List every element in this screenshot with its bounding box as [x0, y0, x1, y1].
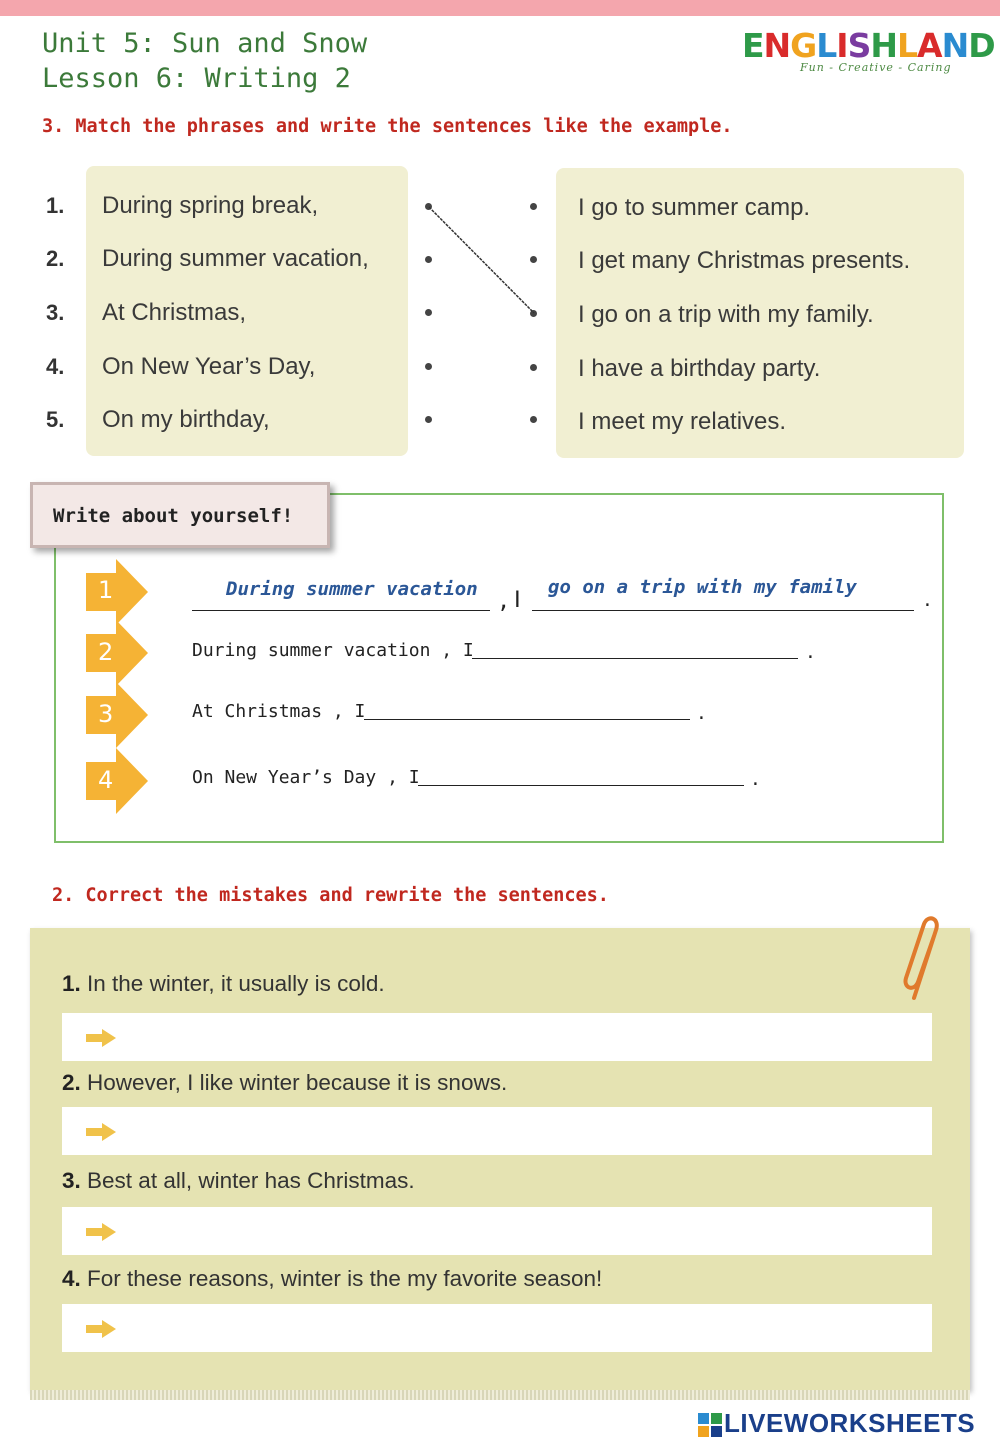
- write-label-text: Write about yourself!: [53, 505, 294, 527]
- logo-letter: L: [896, 26, 918, 65]
- number-arrow: [86, 748, 148, 814]
- sentence-prefix: During summer vacation , I: [192, 640, 474, 661]
- correct-sentence: 2. However, I like winter because it is snows.: [62, 1070, 508, 1095]
- logo-letter: N: [941, 26, 969, 65]
- arrow-number: 2: [98, 638, 114, 666]
- answer-blank[interactable]: [418, 785, 744, 786]
- answer-input-2[interactable]: go on a trip with my family: [548, 576, 857, 598]
- write-label: [30, 482, 330, 548]
- arrow-number: 4: [98, 766, 114, 794]
- rewrite-input[interactable]: [62, 1207, 932, 1255]
- liveworksheets-logo-icon: [698, 1413, 722, 1437]
- right-phrase: I get many Christmas presents.: [578, 247, 911, 274]
- left-number: 1.: [46, 193, 65, 218]
- number-arrow: [86, 559, 148, 625]
- right-phrase: I have a birthday party.: [578, 355, 821, 382]
- answer-line: [192, 610, 490, 611]
- correct-sentence: 3. Best at all, winter has Christmas.: [62, 1168, 415, 1193]
- sentence-prefix: On New Year’s Day , I: [192, 767, 420, 788]
- period: .: [922, 590, 933, 611]
- rewrite-input[interactable]: [62, 1013, 932, 1061]
- answer-blank[interactable]: [472, 658, 798, 659]
- arrow-pointer-icon: [86, 1223, 116, 1241]
- unit-title: Unit 5: Sun and Snow: [42, 28, 368, 59]
- right-phrase: I go on a trip with my family.: [578, 301, 874, 328]
- pronoun-i: I: [514, 586, 521, 613]
- lesson-title: Lesson 6: Writing 2: [42, 63, 351, 94]
- logo-letter: D: [968, 26, 995, 65]
- correct-sentence: 1. In the winter, it usually is cold.: [62, 971, 385, 996]
- correct-sentence: 4. For these reasons, winter is the my favorite season!: [62, 1266, 603, 1291]
- left-phrase: On New Year’s Day,: [102, 353, 316, 380]
- logo-letter: A: [917, 26, 942, 65]
- left-phrase: During summer vacation,: [102, 245, 369, 272]
- logo-letter: H: [870, 26, 897, 65]
- logo-letter: I: [836, 26, 848, 65]
- rewrite-input[interactable]: [62, 1304, 932, 1352]
- arrow-pointer-icon: [86, 1029, 116, 1047]
- answer-line: [532, 610, 914, 611]
- comma: ,: [497, 589, 511, 614]
- left-number: 3.: [46, 300, 65, 325]
- left-number: 5.: [46, 407, 65, 432]
- arrow-number: 3: [98, 700, 114, 728]
- rewrite-input[interactable]: [62, 1107, 932, 1155]
- answer-input-1[interactable]: During summer vacation: [226, 578, 478, 600]
- logo-letter: S: [847, 26, 871, 65]
- arrow-pointer-icon: [86, 1320, 116, 1338]
- paperclip-icon: [900, 912, 950, 1002]
- arrow-number: 1: [98, 576, 114, 604]
- left-phrase: On my birthday,: [102, 406, 270, 433]
- period: .: [805, 642, 816, 663]
- left-number: 4.: [46, 354, 65, 379]
- logo-letter: G: [790, 26, 817, 65]
- period: .: [750, 769, 761, 790]
- logo-letter: N: [763, 26, 791, 65]
- number-arrow: [86, 620, 148, 686]
- logo-tagline: Fun - Creative - Caring: [800, 61, 952, 74]
- right-phrase: I go to summer camp.: [578, 194, 811, 221]
- sentence-prefix: At Christmas , I: [192, 701, 366, 722]
- left-phrase: At Christmas,: [102, 299, 247, 326]
- answer-blank[interactable]: [364, 719, 690, 720]
- footer-brand: LIVEWORKSHEETS: [724, 1408, 976, 1438]
- logo-letter: E: [742, 26, 764, 65]
- logo-letter: L: [816, 26, 837, 65]
- arrow-pointer-icon: [86, 1123, 116, 1141]
- left-phrase: During spring break,: [102, 192, 319, 219]
- matching-instruction: 3. Match the phrases and write the sentences like the example.: [42, 116, 733, 137]
- period: .: [696, 703, 707, 724]
- left-number: 2.: [46, 246, 65, 271]
- number-arrow: [86, 682, 148, 748]
- correct-instruction: 2. Correct the mistakes and rewrite the sentences.: [52, 885, 609, 906]
- right-phrase: I meet my relatives.: [578, 408, 787, 435]
- match-line-example: [0, 0, 1000, 480]
